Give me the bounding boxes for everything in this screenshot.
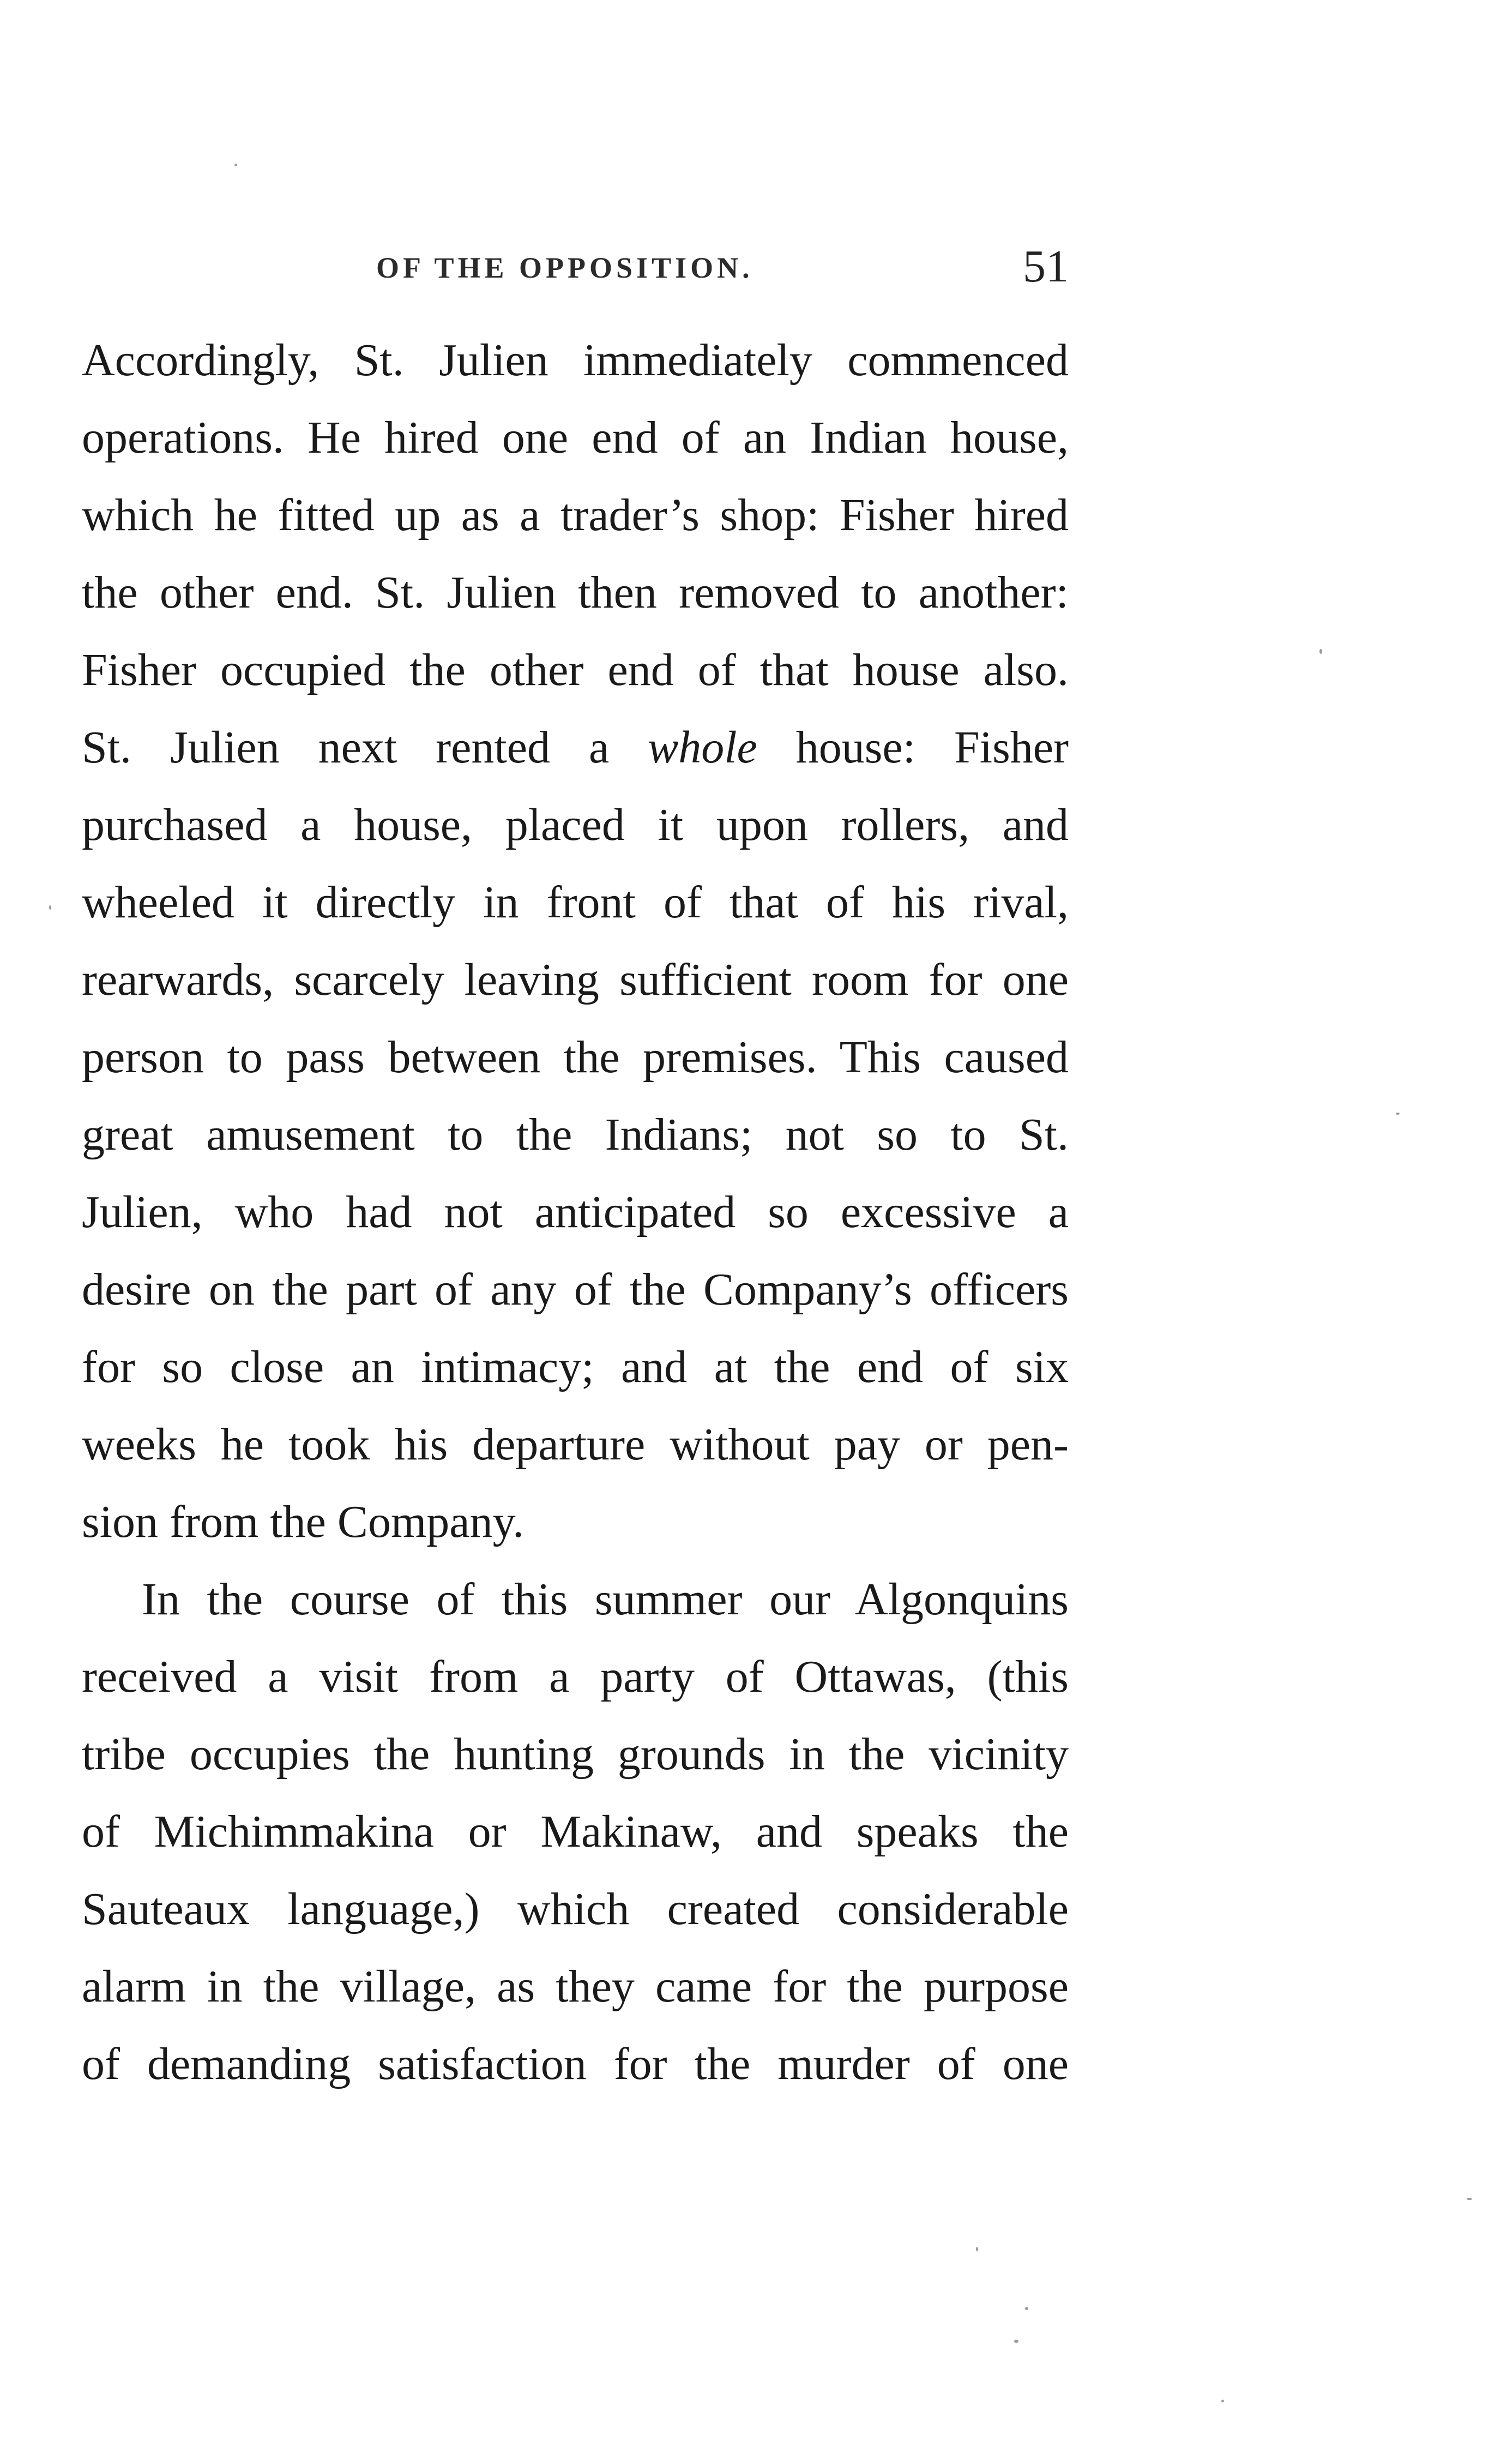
body-text bbox=[82, 322, 1069, 2103]
text-line: Julien, who had not anticipated so excessive a bbox=[82, 1187, 1069, 1237]
text-line: purchased a house, placed it upon rollers, and bbox=[82, 800, 1069, 850]
scan-speck bbox=[1221, 2400, 1224, 2402]
scan-speck bbox=[49, 905, 51, 910]
text-line: In the course of this summer our Algonquins bbox=[142, 1574, 1069, 1625]
running-title: OF THE OPPOSITION. bbox=[376, 251, 753, 284]
text-line: for so close an intimacy; and at the end of six bbox=[82, 1342, 1069, 1392]
scan-speck bbox=[1467, 2198, 1472, 2200]
text-line: Accordingly, St. Julien immediately commenced bbox=[82, 335, 1069, 386]
text-line: weeks he took his departure without pay or pen- bbox=[82, 1419, 1069, 1470]
text-segment: house: Fisher bbox=[757, 722, 1069, 773]
text-segment: St. Julien next rented a bbox=[82, 722, 648, 773]
text-line: wheeled it directly in front of that of his rival, bbox=[82, 877, 1069, 928]
text-line: person to pass between the premises. This caused bbox=[82, 1032, 1069, 1083]
text-line: alarm in the village, as they came for the purpose bbox=[82, 1961, 1069, 2012]
text-line-with-italic bbox=[82, 709, 1069, 786]
italic-word: whole bbox=[648, 722, 757, 773]
text-line: Sauteaux language,) which created considerable bbox=[82, 1884, 1069, 1934]
text-line: desire on the part of any of the Company’s officers bbox=[82, 1264, 1069, 1315]
text-line: tribe occupies the hunting grounds in the vicinity bbox=[82, 1729, 1069, 1780]
text-line: sion from the Company. bbox=[82, 1497, 525, 1547]
text-line: rearwards, scarcely leaving sufficient room for one bbox=[82, 954, 1069, 1005]
text-line: of Michimmakina or Makinaw, and speaks the bbox=[82, 1806, 1069, 1857]
text-line: Fisher occupied the other end of that house also. bbox=[82, 645, 1069, 695]
text-line: operations. He hired one end of an Indian house, bbox=[82, 412, 1069, 463]
scan-speck bbox=[234, 164, 237, 166]
page-number: 51 bbox=[1023, 241, 1069, 292]
text-line: the other end. St. Julien then removed to another: bbox=[82, 567, 1069, 618]
text-line: which he fitted up as a trader’s shop: Fisher hired bbox=[82, 490, 1069, 540]
scan-speck bbox=[976, 2247, 978, 2251]
scan-speck bbox=[1014, 2340, 1018, 2343]
text-line: received a visit from a party of Ottawas, (this bbox=[82, 1651, 1069, 1702]
scan-speck bbox=[1025, 2307, 1028, 2310]
text-line: of demanding satisfaction for the murder of one bbox=[82, 2039, 1069, 2089]
running-head bbox=[82, 240, 1069, 300]
scan-speck bbox=[1319, 649, 1322, 654]
text-line: great amusement to the Indians; not so to St. bbox=[82, 1109, 1069, 1160]
scan-speck bbox=[1396, 1113, 1400, 1115]
